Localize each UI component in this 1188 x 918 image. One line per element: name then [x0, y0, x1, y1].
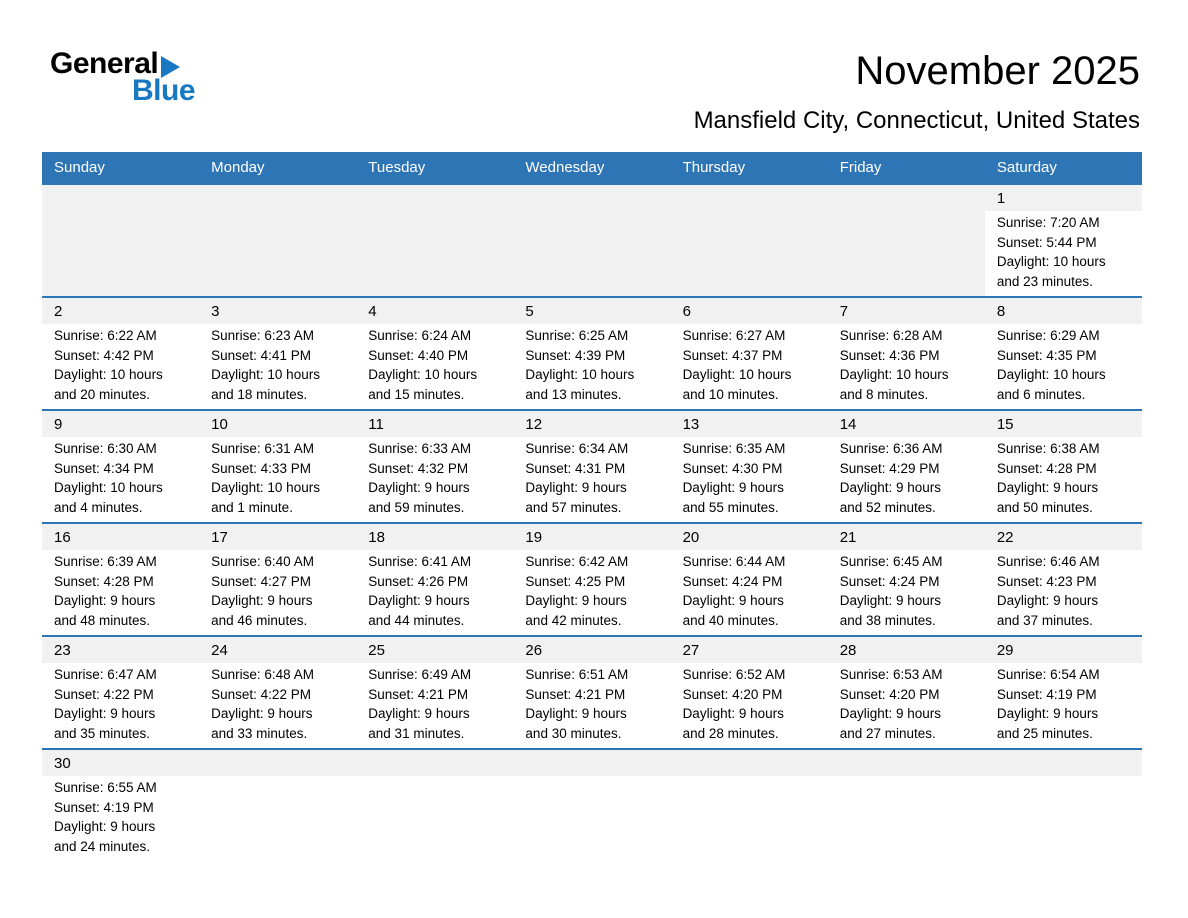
title-block: [694, 48, 1140, 136]
day-cell-2: [42, 298, 199, 409]
sunrise-text: Sunrise: 6:49 AM: [368, 667, 472, 682]
sunset-text: Sunset: 4:25 PM: [525, 573, 626, 589]
day-cell-29: [985, 637, 1142, 748]
day-details: [199, 324, 356, 409]
day-cell-6: [671, 298, 828, 409]
day-details: [356, 437, 513, 522]
day-details: [828, 324, 985, 409]
sunset-text: Sunset: 4:24 PM: [682, 573, 783, 589]
sunset-text: Sunset: 4:28 PM: [54, 573, 154, 589]
day-cell-8: [985, 298, 1142, 409]
empty-day-number-strip: [356, 185, 513, 211]
week-row-3: [42, 409, 1142, 522]
day-number: 5: [513, 298, 670, 324]
empty-day-cell: [671, 185, 828, 296]
sunrise-text: Sunrise: 6:51 AM: [525, 667, 629, 682]
sunset-text: Sunset: 4:42 PM: [54, 347, 154, 363]
daylight-text-line1: Daylight: 9 hours: [54, 819, 156, 834]
logo-text-blue: Blue: [132, 74, 196, 107]
day-number: 10: [199, 411, 356, 437]
empty-day-cell: [42, 185, 199, 296]
sunset-text: Sunset: 4:35 PM: [996, 347, 1097, 363]
sunrise-text: Sunrise: 6:45 AM: [839, 554, 943, 569]
sunset-text: Sunset: 4:22 PM: [211, 686, 311, 702]
daylight-text-line2: and 59 minutes.: [368, 499, 465, 515]
day-details: [985, 663, 1142, 748]
weekday-header-saturday: Saturday: [996, 159, 1057, 176]
day-details: [199, 663, 356, 748]
sunset-text: Sunset: 4:21 PM: [368, 686, 469, 702]
daylight-text-line1: Daylight: 9 hours: [54, 593, 156, 608]
sunrise-text: Sunrise: 6:28 AM: [839, 328, 943, 343]
daylight-text-line2: and 48 minutes.: [54, 612, 151, 628]
day-number: 13: [671, 411, 828, 437]
sunrise-text: Sunrise: 6:33 AM: [368, 441, 472, 456]
day-details: [985, 211, 1142, 296]
daylight-text-line2: and 18 minutes.: [211, 386, 308, 402]
daylight-text-line1: Daylight: 9 hours: [996, 480, 1099, 495]
sunset-text: Sunset: 4:32 PM: [368, 460, 469, 476]
day-number: 23: [42, 637, 199, 663]
weekday-header-wednesday: Wednesday: [525, 159, 605, 176]
day-number: 9: [42, 411, 199, 437]
daylight-text-line1: Daylight: 10 hours: [368, 367, 478, 382]
empty-day-cell: [828, 750, 985, 861]
sunset-text: Sunset: 4:30 PM: [682, 460, 783, 476]
weekday-header-monday: Monday: [211, 159, 265, 176]
day-number: 7: [828, 298, 985, 324]
logo-text-general: General: [50, 47, 159, 80]
day-details: [42, 776, 199, 861]
sunset-text: Sunset: 4:20 PM: [682, 686, 783, 702]
empty-day-cell: [356, 185, 513, 296]
sunrise-text: Sunrise: 6:53 AM: [839, 667, 943, 682]
empty-day-cell: [985, 750, 1142, 861]
day-details: [199, 437, 356, 522]
daylight-text-line1: Daylight: 9 hours: [368, 480, 470, 495]
day-number: 27: [671, 637, 828, 663]
sunset-text: Sunset: 4:29 PM: [839, 460, 940, 476]
week-row-2: [42, 296, 1142, 409]
day-cell-3: [199, 298, 356, 409]
day-details: [671, 324, 828, 409]
daylight-text-line2: and 28 minutes.: [682, 725, 779, 741]
general-blue-logo: [50, 48, 195, 107]
day-cell-14: [828, 411, 985, 522]
week-row-4: [42, 522, 1142, 635]
day-cell-5: [513, 298, 670, 409]
day-details: [985, 550, 1142, 635]
sunrise-text: Sunrise: 6:25 AM: [525, 328, 629, 343]
daylight-text-line2: and 30 minutes.: [525, 725, 622, 741]
sunset-text: Sunset: 4:21 PM: [525, 686, 626, 702]
empty-day-number-strip: [671, 185, 828, 211]
daylight-text-line2: and 31 minutes.: [368, 725, 465, 741]
day-number: 14: [828, 411, 985, 437]
daylight-text-line2: and 35 minutes.: [54, 725, 151, 741]
day-number: 20: [671, 524, 828, 550]
daylight-text-line1: Daylight: 10 hours: [682, 367, 792, 382]
day-number: 26: [513, 637, 670, 663]
sunrise-text: Sunrise: 6:24 AM: [368, 328, 472, 343]
sunset-text: Sunset: 4:22 PM: [54, 686, 154, 702]
sunrise-text: Sunrise: 6:40 AM: [211, 554, 314, 569]
day-number: 21: [828, 524, 985, 550]
empty-day-number-strip: [828, 185, 985, 211]
weekday-header-tuesday: Tuesday: [368, 159, 426, 176]
sunrise-text: Sunrise: 6:55 AM: [54, 780, 157, 795]
day-cell-22: [985, 524, 1142, 635]
sunset-text: Sunset: 4:31 PM: [525, 460, 626, 476]
daylight-text-line1: Daylight: 9 hours: [996, 706, 1099, 721]
daylight-text-line1: Daylight: 10 hours: [211, 367, 320, 382]
weekday-header-friday: Friday: [839, 159, 882, 176]
daylight-text-line1: Daylight: 9 hours: [368, 706, 470, 721]
day-details: [42, 550, 199, 635]
day-cell-19: [513, 524, 670, 635]
day-details: [513, 550, 670, 635]
sunset-text: Sunset: 4:23 PM: [996, 573, 1097, 589]
day-number: 4: [356, 298, 513, 324]
sunrise-text: Sunrise: 6:41 AM: [368, 554, 472, 569]
daylight-text-line1: Daylight: 9 hours: [682, 593, 784, 608]
sunset-text: Sunset: 4:28 PM: [996, 460, 1097, 476]
empty-day-number-strip: [513, 185, 670, 211]
daylight-text-line2: and 13 minutes.: [525, 386, 622, 402]
daylight-text-line2: and 20 minutes.: [54, 386, 151, 402]
day-details: [42, 437, 199, 522]
sunset-text: Sunset: 4:24 PM: [839, 573, 940, 589]
daylight-text-line2: and 33 minutes.: [211, 725, 308, 741]
daylight-text-line1: Daylight: 9 hours: [839, 706, 942, 721]
day-number: 3: [199, 298, 356, 324]
day-number: 18: [356, 524, 513, 550]
calendar-weeks: [42, 183, 1142, 861]
sunrise-text: Sunrise: 6:47 AM: [54, 667, 157, 682]
daylight-text-line1: Daylight: 9 hours: [839, 593, 942, 608]
daylight-text-line1: Daylight: 10 hours: [54, 367, 163, 382]
daylight-text-line2: and 42 minutes.: [525, 612, 622, 628]
day-cell-25: [356, 637, 513, 748]
sunrise-text: Sunrise: 6:23 AM: [211, 328, 314, 343]
weekday-header-row: [42, 152, 1142, 183]
month-title: November 2025: [855, 49, 1140, 93]
empty-day-cell: [199, 185, 356, 296]
daylight-text-line1: Daylight: 9 hours: [682, 706, 784, 721]
day-details: [671, 437, 828, 522]
daylight-text-line1: Daylight: 9 hours: [525, 593, 627, 608]
daylight-text-line2: and 52 minutes.: [839, 499, 936, 515]
day-number: 15: [985, 411, 1142, 437]
day-cell-27: [671, 637, 828, 748]
daylight-text-line2: and 27 minutes.: [839, 725, 936, 741]
day-cell-18: [356, 524, 513, 635]
day-cell-23: [42, 637, 199, 748]
daylight-text-line1: Daylight: 9 hours: [525, 706, 627, 721]
day-number: 12: [513, 411, 670, 437]
day-details: [42, 663, 199, 748]
day-cell-13: [671, 411, 828, 522]
empty-day-number-strip: [42, 185, 199, 211]
day-details: [985, 324, 1142, 409]
daylight-text-line2: and 1 minute.: [211, 499, 293, 515]
empty-day-cell: [828, 185, 985, 296]
day-cell-7: [828, 298, 985, 409]
day-details: [513, 437, 670, 522]
daylight-text-line1: Daylight: 10 hours: [996, 254, 1106, 269]
daylight-text-line1: Daylight: 10 hours: [54, 480, 163, 495]
daylight-text-line2: and 10 minutes.: [682, 386, 779, 402]
empty-day-cell: [356, 750, 513, 861]
daylight-text-line2: and 23 minutes.: [996, 273, 1093, 289]
day-details: [42, 324, 199, 409]
sunset-text: Sunset: 4:26 PM: [368, 573, 469, 589]
daylight-text-line1: Daylight: 9 hours: [996, 593, 1099, 608]
daylight-text-line2: and 46 minutes.: [211, 612, 308, 628]
sunrise-text: Sunrise: 6:54 AM: [996, 667, 1100, 682]
sunrise-text: Sunrise: 6:30 AM: [54, 441, 157, 456]
sunset-text: Sunset: 4:36 PM: [839, 347, 940, 363]
sunset-text: Sunset: 4:41 PM: [211, 347, 311, 363]
daylight-text-line2: and 37 minutes.: [996, 612, 1093, 628]
day-cell-20: [671, 524, 828, 635]
daylight-text-line2: and 4 minutes.: [54, 499, 143, 515]
sunrise-text: Sunrise: 6:22 AM: [54, 328, 157, 343]
day-number: 25: [356, 637, 513, 663]
sunset-text: Sunset: 4:20 PM: [839, 686, 940, 702]
day-cell-4: [356, 298, 513, 409]
location-subtitle: Mansfield City, Connecticut, United States: [693, 107, 1140, 134]
day-cell-15: [985, 411, 1142, 522]
weekday-header-sunday: Sunday: [54, 159, 105, 176]
day-number: 28: [828, 637, 985, 663]
day-number: 16: [42, 524, 199, 550]
empty-day-number-strip: [671, 750, 828, 776]
sunrise-text: Sunrise: 6:36 AM: [839, 441, 943, 456]
sunset-text: Sunset: 4:19 PM: [996, 686, 1097, 702]
empty-day-number-strip: [513, 750, 670, 776]
sunrise-text: Sunrise: 6:35 AM: [682, 441, 786, 456]
day-number: 11: [356, 411, 513, 437]
sunrise-text: Sunrise: 6:31 AM: [211, 441, 314, 456]
sunrise-text: Sunrise: 6:48 AM: [211, 667, 314, 682]
day-details: [828, 550, 985, 635]
empty-day-cell: [513, 185, 670, 296]
sunset-text: Sunset: 4:39 PM: [525, 347, 626, 363]
daylight-text-line1: Daylight: 10 hours: [525, 367, 635, 382]
daylight-text-line2: and 24 minutes.: [54, 838, 151, 854]
day-cell-16: [42, 524, 199, 635]
day-number: 8: [985, 298, 1142, 324]
daylight-text-line2: and 38 minutes.: [839, 612, 936, 628]
daylight-text-line2: and 57 minutes.: [525, 499, 622, 515]
day-number: 22: [985, 524, 1142, 550]
sunset-text: Sunset: 5:44 PM: [996, 234, 1097, 250]
empty-day-number-strip: [356, 750, 513, 776]
day-cell-26: [513, 637, 670, 748]
day-cell-28: [828, 637, 985, 748]
day-details: [985, 437, 1142, 522]
day-cell-30: [42, 750, 199, 861]
day-details: [356, 550, 513, 635]
empty-day-number-strip: [985, 750, 1142, 776]
day-number: 2: [42, 298, 199, 324]
daylight-text-line2: and 44 minutes.: [368, 612, 465, 628]
daylight-text-line2: and 50 minutes.: [996, 499, 1093, 515]
sunset-text: Sunset: 4:40 PM: [368, 347, 469, 363]
empty-day-cell: [671, 750, 828, 861]
sunrise-text: Sunrise: 6:38 AM: [996, 441, 1100, 456]
daylight-text-line1: Daylight: 9 hours: [525, 480, 627, 495]
sunset-text: Sunset: 4:37 PM: [682, 347, 783, 363]
day-cell-24: [199, 637, 356, 748]
sunrise-text: Sunrise: 6:27 AM: [682, 328, 786, 343]
sunset-text: Sunset: 4:33 PM: [211, 460, 311, 476]
sunrise-text: Sunrise: 6:46 AM: [996, 554, 1100, 569]
day-number: 17: [199, 524, 356, 550]
day-cell-12: [513, 411, 670, 522]
daylight-text-line2: and 15 minutes.: [368, 386, 465, 402]
daylight-text-line1: Daylight: 10 hours: [211, 480, 320, 495]
day-number: 19: [513, 524, 670, 550]
daylight-text-line1: Daylight: 9 hours: [368, 593, 470, 608]
daylight-text-line2: and 8 minutes.: [839, 386, 929, 402]
day-details: [513, 324, 670, 409]
sunrise-text: Sunrise: 6:52 AM: [682, 667, 786, 682]
daylight-text-line2: and 6 minutes.: [996, 386, 1086, 402]
sunrise-text: Sunrise: 6:39 AM: [54, 554, 157, 569]
sunrise-text: Sunrise: 6:34 AM: [525, 441, 629, 456]
day-details: [356, 324, 513, 409]
page-header: [42, 0, 1142, 152]
empty-day-cell: [513, 750, 670, 861]
day-number: 1: [985, 185, 1142, 211]
day-details: [199, 550, 356, 635]
calendar-table: [42, 152, 1142, 861]
sunrise-text: Sunrise: 6:44 AM: [682, 554, 786, 569]
daylight-text-line1: Daylight: 9 hours: [54, 706, 156, 721]
daylight-text-line1: Daylight: 10 hours: [839, 367, 949, 382]
sunset-text: Sunset: 4:34 PM: [54, 460, 154, 476]
day-details: [828, 437, 985, 522]
daylight-text-line1: Daylight: 9 hours: [211, 593, 313, 608]
empty-day-cell: [199, 750, 356, 861]
weekday-header-thursday: Thursday: [682, 159, 746, 176]
daylight-text-line2: and 55 minutes.: [682, 499, 779, 515]
daylight-text-line2: and 40 minutes.: [682, 612, 779, 628]
daylight-text-line1: Daylight: 10 hours: [996, 367, 1106, 382]
day-cell-17: [199, 524, 356, 635]
daylight-text-line1: Daylight: 9 hours: [682, 480, 784, 495]
day-cell-11: [356, 411, 513, 522]
daylight-text-line2: and 25 minutes.: [996, 725, 1093, 741]
week-row-5: [42, 635, 1142, 748]
day-number: 6: [671, 298, 828, 324]
week-row-6: [42, 748, 1142, 861]
day-cell-10: [199, 411, 356, 522]
sunset-text: Sunset: 4:27 PM: [211, 573, 311, 589]
empty-day-number-strip: [199, 185, 356, 211]
day-cell-21: [828, 524, 985, 635]
day-number: 30: [42, 750, 199, 776]
day-details: [828, 663, 985, 748]
empty-day-number-strip: [828, 750, 985, 776]
day-details: [671, 550, 828, 635]
daylight-text-line1: Daylight: 9 hours: [211, 706, 313, 721]
daylight-text-line1: Daylight: 9 hours: [839, 480, 942, 495]
sunrise-text: Sunrise: 7:20 AM: [996, 215, 1100, 230]
empty-day-number-strip: [199, 750, 356, 776]
sunrise-text: Sunrise: 6:29 AM: [996, 328, 1100, 343]
day-number: 24: [199, 637, 356, 663]
day-number: 29: [985, 637, 1142, 663]
sunset-text: Sunset: 4:19 PM: [54, 799, 154, 815]
day-details: [356, 663, 513, 748]
week-row-1: [42, 183, 1142, 296]
day-cell-9: [42, 411, 199, 522]
day-details: [513, 663, 670, 748]
day-details: [671, 663, 828, 748]
sunrise-text: Sunrise: 6:42 AM: [525, 554, 629, 569]
day-cell-1: [985, 185, 1142, 296]
